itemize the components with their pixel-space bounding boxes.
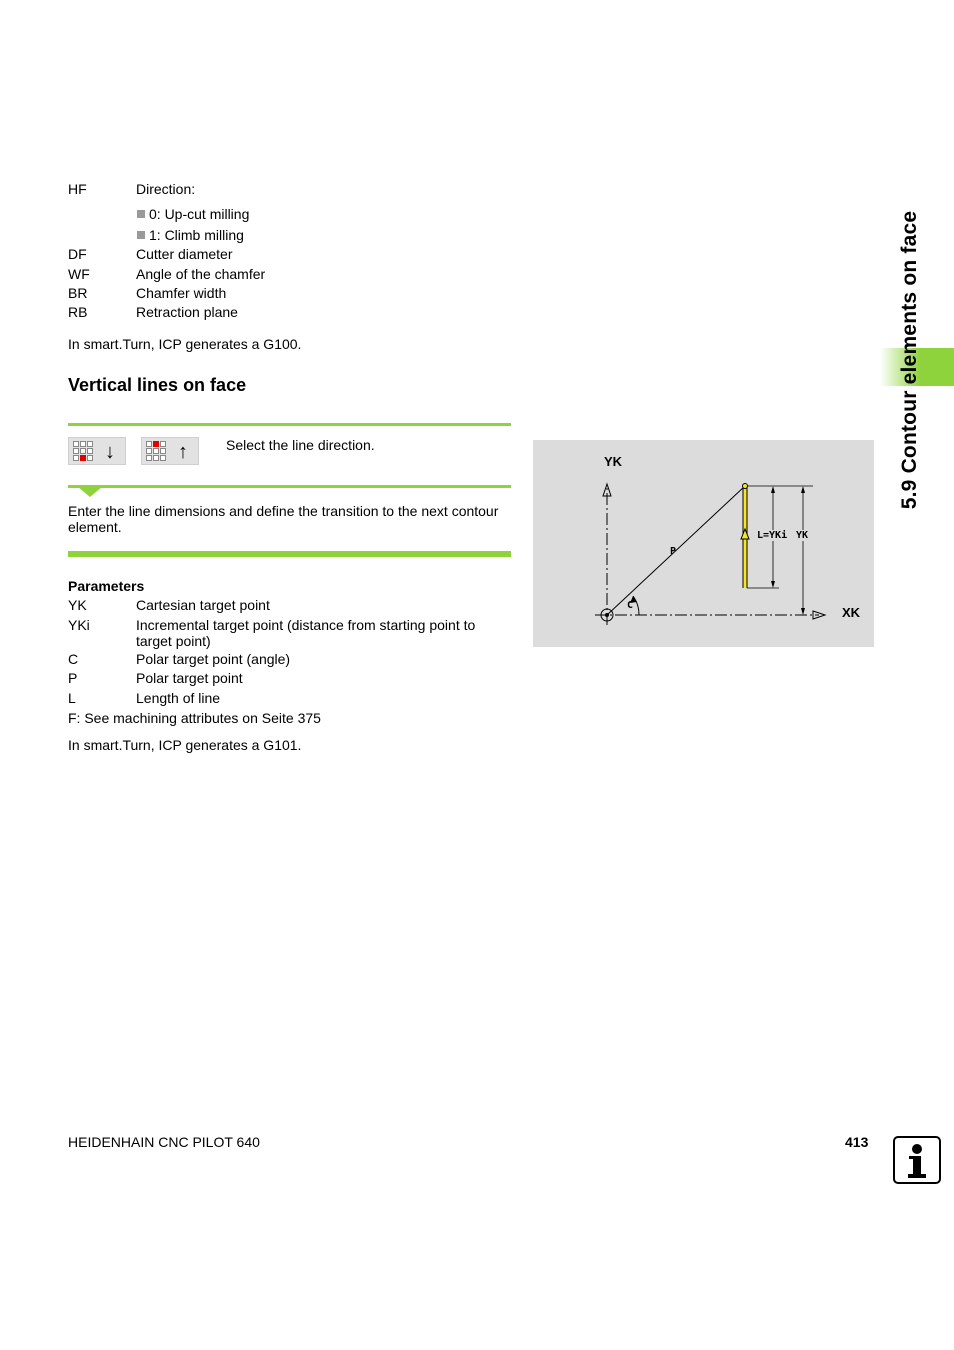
select-direction-text: Select the line direction.	[226, 437, 375, 453]
param-label: Direction:	[136, 181, 196, 197]
grid-up-arrow-icon	[146, 441, 167, 462]
info-icon	[893, 1136, 941, 1184]
param-key: WF	[68, 266, 90, 282]
param-key: RB	[68, 304, 88, 320]
param-key: C	[68, 651, 79, 667]
param-label: Cartesian target point	[136, 597, 270, 613]
parameters-title: Parameters	[68, 578, 145, 594]
footer-page-number: 413	[845, 1134, 869, 1150]
param-label: Retraction plane	[136, 304, 238, 320]
label-c: C	[627, 600, 634, 611]
param-label: Length of line	[136, 690, 221, 706]
f-note: F: See machining attributes on Seite 375	[68, 710, 321, 726]
pointer-triangle-icon	[78, 487, 102, 497]
vertical-line-figure	[533, 440, 874, 647]
label-p: P	[670, 546, 677, 557]
bullet-square-icon	[137, 210, 145, 218]
param-key: DF	[68, 246, 87, 262]
g101-note: In smart.Turn, ICP generates a G101.	[68, 737, 302, 753]
param-key-yki: YKi	[68, 617, 90, 633]
param-key: L	[68, 690, 76, 706]
softkey-line-up[interactable]	[141, 437, 199, 465]
green-rule-pointer	[68, 485, 511, 488]
green-bar	[68, 551, 511, 557]
target-point	[743, 484, 748, 489]
label-l-yki: L=YKi	[757, 530, 788, 541]
section-heading: Vertical lines on face	[68, 375, 247, 395]
figure-drawing	[533, 440, 874, 647]
softkey-line-down[interactable]	[68, 437, 126, 465]
arrow-down-icon: ↓	[105, 441, 115, 463]
axis-xk-label: XK	[842, 605, 861, 620]
g100-note: In smart.Turn, ICP generates a G100.	[68, 336, 302, 352]
hf-option-1: 1: Climb milling	[137, 226, 244, 245]
arrow-up-icon: ↑	[178, 441, 188, 463]
chapter-title: 5.9 Contour elements on face	[898, 210, 921, 510]
axis-yk-label: YK	[604, 454, 623, 469]
hf-option-0: 0: Up-cut milling	[137, 205, 249, 224]
param-label: Polar target point	[136, 670, 243, 686]
param-label: Chamfer width	[136, 285, 227, 301]
bullet-square-icon	[137, 231, 145, 239]
footer-manual-title: HEIDENHAIN CNC PILOT 640	[68, 1134, 260, 1150]
param-key: P	[68, 670, 78, 686]
grid-down-arrow-icon	[73, 441, 94, 462]
param-label: Polar target point (angle)	[136, 651, 291, 667]
param-key: YK	[68, 597, 87, 613]
param-label: Cutter diameter	[136, 246, 233, 262]
enter-dimensions-text: Enter the line dimensions and define the transition to the next contour element.	[68, 503, 499, 535]
label-yk-dim: YK	[796, 530, 809, 541]
contour-arrow	[741, 529, 749, 539]
param-label-yki: Incremental target point (distance from starting point to target point)	[136, 617, 476, 649]
green-rule	[68, 423, 511, 426]
param-key: HF	[68, 181, 87, 197]
param-label: Angle of the chamfer	[136, 266, 266, 282]
param-key: BR	[68, 285, 88, 301]
